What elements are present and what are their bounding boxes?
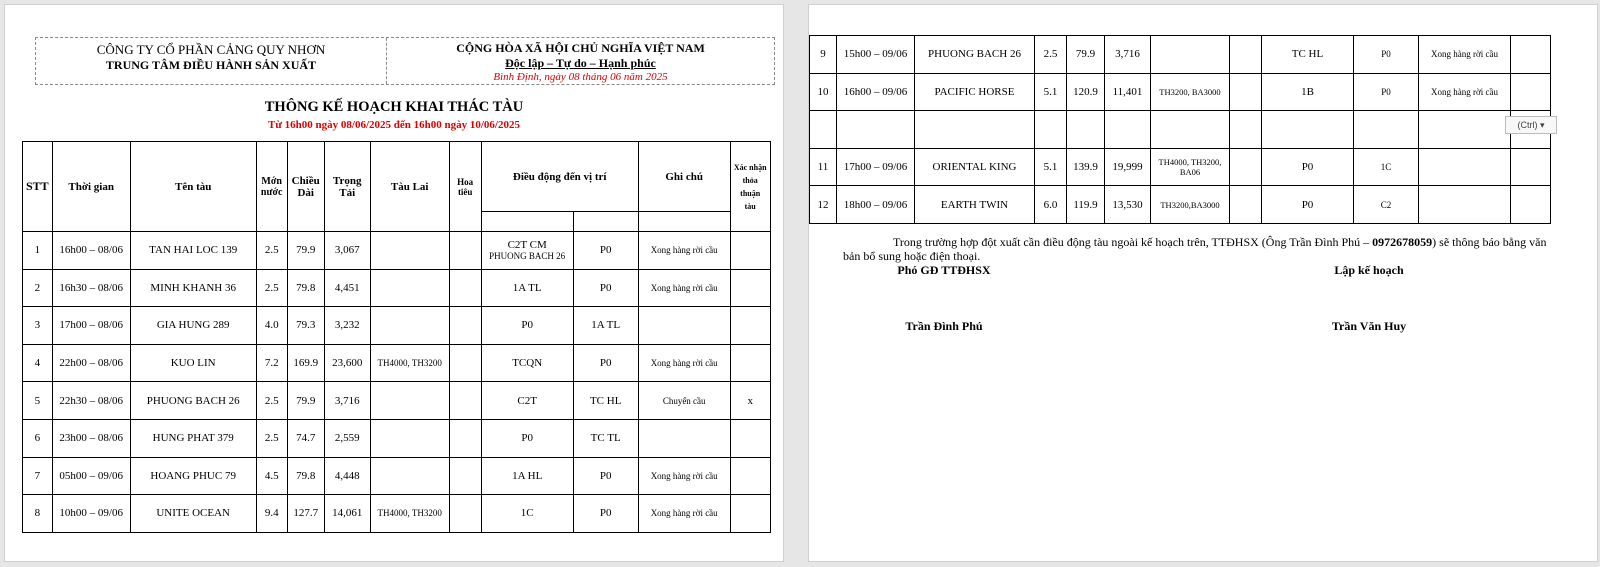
cell-length: 120.9 <box>1067 73 1105 111</box>
cell-time: 16h00 – 08/06 <box>52 232 130 270</box>
table-row <box>23 495 771 533</box>
footer-note-text-a: Trong trường hợp đột xuất cần điều động tàu ngoài kế hoạch trên, TTĐHSX (Ông Trần Đình Phú – <box>893 235 1373 249</box>
cell-ship: PHUONG BACH 26 <box>130 382 256 420</box>
cell-time: 10h00 – 09/06 <box>52 495 130 533</box>
document-header <box>35 37 775 85</box>
cell-tug <box>370 382 449 420</box>
cell-note: Xong hàng rời cầu <box>1419 36 1511 74</box>
cell-move-to: P0 <box>573 495 638 533</box>
cell-stt: 1 <box>23 232 53 270</box>
cell-ship: PHUONG BACH 26 <box>915 36 1035 74</box>
cell-tug <box>370 269 449 307</box>
cell-pilot <box>1230 73 1262 111</box>
cell-tonnage: 3,716 <box>1105 36 1151 74</box>
table-row <box>810 148 1551 186</box>
cell-note: Xong hàng rời cầu <box>1419 73 1511 111</box>
cell-tonnage <box>1105 111 1151 149</box>
header-draft: Mớn nước <box>256 142 287 232</box>
cell-confirm <box>730 307 770 345</box>
cell-tonnage: 11,401 <box>1105 73 1151 111</box>
cell-tug <box>370 232 449 270</box>
header-time: Thời gian <box>52 142 130 232</box>
cell-ship: HOANG PHUC 79 <box>130 457 256 495</box>
move-from-secondary: PHUONG BACH 26 <box>489 251 566 262</box>
cell-pilot <box>449 495 481 533</box>
cell-tonnage: 4,451 <box>324 269 370 307</box>
cell-tug: TH4000, TH3200, BA06 <box>1151 148 1230 186</box>
cell-tug: TH3200,BA3000 <box>1151 186 1230 224</box>
cell-move-from: P0 <box>1262 186 1354 224</box>
cell-tug <box>1151 36 1230 74</box>
table-row <box>810 111 1551 149</box>
cell-move-from <box>481 232 573 270</box>
move-from-primary: P0 <box>521 432 533 445</box>
cell-stt: 3 <box>23 307 53 345</box>
cell-ship: EARTH TWIN <box>915 186 1035 224</box>
cell-move-to: TC HL <box>573 382 638 420</box>
cell-pilot <box>449 457 481 495</box>
document-page-2 <box>808 4 1598 562</box>
cell-move-to: P0 <box>1354 36 1419 74</box>
cell-ship <box>915 111 1035 149</box>
cell-time: 17h00 – 08/06 <box>52 307 130 345</box>
cell-stt: 8 <box>23 495 53 533</box>
cell-note <box>1419 186 1511 224</box>
cell-confirm: x <box>730 382 770 420</box>
cell-confirm <box>730 419 770 457</box>
cell-move-to: P0 <box>573 232 638 270</box>
cell-tug: TH3200, BA3000 <box>1151 73 1230 111</box>
cell-draft: 2.5 <box>256 269 287 307</box>
cell-confirm <box>730 495 770 533</box>
move-from-primary: TCQN <box>512 357 543 370</box>
header-note: Ghi chú <box>638 142 730 212</box>
cell-move-to: P0 <box>573 344 638 382</box>
cell-tug <box>370 457 449 495</box>
cell-ship: ORIENTAL KING <box>915 148 1035 186</box>
cell-note: Xong hàng rời cầu <box>638 344 730 382</box>
cell-confirm <box>1511 73 1551 111</box>
national-motto: Độc lập – Tự do – Hạnh phúc <box>505 56 656 70</box>
cell-move-to <box>1354 111 1419 149</box>
document-page-1 <box>4 4 784 562</box>
cell-draft <box>1035 111 1067 149</box>
header-move: Điều động đến vị trí <box>481 142 638 212</box>
cell-tug: TH4000, TH3200 <box>370 344 449 382</box>
cell-pilot <box>1230 148 1262 186</box>
cell-confirm <box>1511 36 1551 74</box>
schedule-table-continued <box>809 35 1551 224</box>
cell-ship: UNITE OCEAN <box>130 495 256 533</box>
cell-stt: 2 <box>23 269 53 307</box>
cell-move-to: 1C <box>1354 148 1419 186</box>
cell-confirm <box>730 457 770 495</box>
cell-time: 17h00 – 09/06 <box>837 148 915 186</box>
cell-move-to: 1A TL <box>573 307 638 345</box>
signature-left-name: Trần Đình Phú <box>905 319 983 333</box>
cell-tug <box>1151 111 1230 149</box>
cell-tonnage: 3,716 <box>324 382 370 420</box>
cell-pilot <box>449 382 481 420</box>
cell-tug <box>370 419 449 457</box>
cell-draft: 2.5 <box>256 382 287 420</box>
cell-stt <box>810 111 837 149</box>
cell-time: 05h00 – 09/06 <box>52 457 130 495</box>
header-tonnage: Trọng Tải <box>324 142 370 232</box>
cell-confirm <box>1511 148 1551 186</box>
footer-phone: 0972678059 <box>1372 235 1433 249</box>
national-header <box>387 38 774 84</box>
cell-pilot <box>1230 186 1262 224</box>
header-stt: STT <box>23 142 53 232</box>
cell-move-from <box>481 495 573 533</box>
cell-move-from <box>481 382 573 420</box>
cell-length: 79.9 <box>1067 36 1105 74</box>
cell-move-to: TC TL <box>573 419 638 457</box>
cell-pilot <box>449 232 481 270</box>
cell-note: Xong hàng rời cầu <box>638 232 730 270</box>
cell-move-from: 1B <box>1262 73 1354 111</box>
cell-stt: 9 <box>810 36 837 74</box>
cell-ship: MINH KHANH 36 <box>130 269 256 307</box>
cell-note <box>1419 148 1511 186</box>
cell-note: Xong hàng rời cầu <box>638 495 730 533</box>
cell-time: 22h30 – 08/06 <box>52 382 130 420</box>
cell-stt: 6 <box>23 419 53 457</box>
table-row <box>23 344 771 382</box>
cell-draft: 7.2 <box>256 344 287 382</box>
cell-pilot <box>449 419 481 457</box>
schedule-table <box>22 141 771 533</box>
cell-length: 127.7 <box>287 495 324 533</box>
cell-ship: PACIFIC HORSE <box>915 73 1035 111</box>
cell-pilot <box>449 307 481 345</box>
company-header <box>36 38 387 84</box>
cell-tonnage: 13,530 <box>1105 186 1151 224</box>
nation-name: CỘNG HÒA XÃ HỘI CHỦ NGHĨA VIỆT NAM <box>456 41 705 55</box>
cell-note: Xong hàng rời cầu <box>638 457 730 495</box>
cell-note <box>638 419 730 457</box>
signature-right-role: Lập kế hoạch <box>1334 263 1404 277</box>
cell-move-to: P0 <box>573 269 638 307</box>
cell-draft: 4.0 <box>256 307 287 345</box>
cell-tonnage: 4,448 <box>324 457 370 495</box>
cell-move-from <box>1262 111 1354 149</box>
cell-time: 16h00 – 09/06 <box>837 73 915 111</box>
cell-move-from: TC HL <box>1262 36 1354 74</box>
company-name: CÔNG TY CỔ PHẦN CẢNG QUY NHƠN <box>96 42 326 57</box>
header-move-to <box>573 212 638 232</box>
cell-draft: 2.5 <box>256 232 287 270</box>
cell-confirm <box>730 344 770 382</box>
cell-pilot <box>449 344 481 382</box>
move-from-primary: 1A HL <box>512 469 543 482</box>
cell-time: 16h30 – 08/06 <box>52 269 130 307</box>
cell-stt: 4 <box>23 344 53 382</box>
cell-draft: 4.5 <box>256 457 287 495</box>
cell-ship: TAN HAI LOC 139 <box>130 232 256 270</box>
cell-note: Xong hàng rời cầu <box>638 269 730 307</box>
cell-draft: 2.5 <box>256 419 287 457</box>
cell-confirm <box>730 232 770 270</box>
cell-tonnage: 19,999 <box>1105 148 1151 186</box>
cell-draft: 5.1 <box>1035 148 1067 186</box>
header-length: Chiều Dài <box>287 142 324 232</box>
cell-length: 79.9 <box>287 382 324 420</box>
table-row <box>23 307 771 345</box>
cell-tonnage: 2,559 <box>324 419 370 457</box>
cell-length: 79.9 <box>287 232 324 270</box>
table-row <box>810 73 1551 111</box>
header-confirm: Xác nhận thỏa thuận tàu <box>730 142 770 232</box>
cell-time <box>837 111 915 149</box>
cell-pilot <box>1230 111 1262 149</box>
cell-note <box>638 307 730 345</box>
cell-move-from <box>481 269 573 307</box>
signature-left-role: Phó GĐ TTĐHSX <box>897 263 991 277</box>
table-row <box>23 382 771 420</box>
header-move-from <box>481 212 573 232</box>
table-row <box>23 419 771 457</box>
cell-move-from <box>481 307 573 345</box>
document-title: THÔNG KẾ HOẠCH KHAI THÁC TÀU <box>264 99 524 115</box>
table-row <box>23 457 771 495</box>
cell-move-from: P0 <box>1262 148 1354 186</box>
cell-move-to: C2 <box>1354 186 1419 224</box>
cell-time: 15h00 – 09/06 <box>837 36 915 74</box>
cell-stt: 11 <box>810 148 837 186</box>
footer-note <box>843 235 1553 263</box>
move-from-primary: 1A TL <box>512 281 542 294</box>
cell-pilot <box>449 269 481 307</box>
cell-time: 22h00 – 08/06 <box>52 344 130 382</box>
cell-tonnage: 14,061 <box>324 495 370 533</box>
cell-draft: 5.1 <box>1035 73 1067 111</box>
cell-stt: 10 <box>810 73 837 111</box>
cell-note <box>1419 111 1511 149</box>
cell-stt: 7 <box>23 457 53 495</box>
cell-length <box>1067 111 1105 149</box>
cell-move-from <box>481 457 573 495</box>
cell-tonnage: 3,232 <box>324 307 370 345</box>
cell-pilot <box>1230 36 1262 74</box>
cell-draft: 6.0 <box>1035 186 1067 224</box>
cell-stt: 12 <box>810 186 837 224</box>
cell-length: 139.9 <box>1067 148 1105 186</box>
footer-note-text-b: ) sẽ thông báo bằng văn bản bổ sung hoặc điện thoại. <box>843 235 1547 263</box>
document-subtitle: Từ 16h00 ngày 08/06/2025 đến 16h00 ngày 10/06/2025 <box>267 119 520 131</box>
cell-length: 79.8 <box>287 457 324 495</box>
cell-move-from <box>481 419 573 457</box>
cell-length: 169.9 <box>287 344 324 382</box>
cell-ship: GIA HUNG 289 <box>130 307 256 345</box>
cell-confirm <box>1511 186 1551 224</box>
header-pilot: Hoa tiêu <box>449 142 481 232</box>
table-row <box>23 232 771 270</box>
cell-confirm <box>730 269 770 307</box>
move-from-primary: C2T <box>517 394 537 407</box>
cell-note: Chuyển cầu <box>638 382 730 420</box>
cell-stt: 5 <box>23 382 53 420</box>
cell-move-from <box>481 344 573 382</box>
cell-length: 79.3 <box>287 307 324 345</box>
cell-draft: 2.5 <box>1035 36 1067 74</box>
table-row <box>810 186 1551 224</box>
cell-tug <box>370 307 449 345</box>
cell-tonnage: 23,600 <box>324 344 370 382</box>
cell-tug: TH4000, TH3200 <box>370 495 449 533</box>
move-from-primary: P0 <box>521 319 533 332</box>
header-ship: Tên tàu <box>130 142 256 232</box>
cell-time: 18h00 – 09/06 <box>837 186 915 224</box>
paste-options-button[interactable]: (Ctrl) ▾ <box>1505 116 1557 134</box>
header-note-sub <box>638 212 730 232</box>
move-from-primary: 1C <box>520 507 534 520</box>
cell-ship: HUNG PHAT 379 <box>130 419 256 457</box>
header-tug: Tàu Lai <box>370 142 449 232</box>
cell-ship: KUO LIN <box>130 344 256 382</box>
date-line: Bình Định, ngày 08 tháng 06 năm 2025 <box>493 71 668 83</box>
cell-move-to: P0 <box>1354 73 1419 111</box>
cell-length: 119.9 <box>1067 186 1105 224</box>
cell-draft: 9.4 <box>256 495 287 533</box>
cell-time: 23h00 – 08/06 <box>52 419 130 457</box>
cell-length: 74.7 <box>287 419 324 457</box>
signature-right-name: Trần Văn Huy <box>1331 319 1407 333</box>
department-name: TRUNG TÂM ĐIỀU HÀNH SẢN XUẤT <box>105 58 317 72</box>
cell-move-to: P0 <box>573 457 638 495</box>
cell-length: 79.8 <box>287 269 324 307</box>
table-row <box>810 36 1551 74</box>
table-row <box>23 269 771 307</box>
cell-tonnage: 3,067 <box>324 232 370 270</box>
move-from-primary: C2T CM <box>507 239 547 252</box>
